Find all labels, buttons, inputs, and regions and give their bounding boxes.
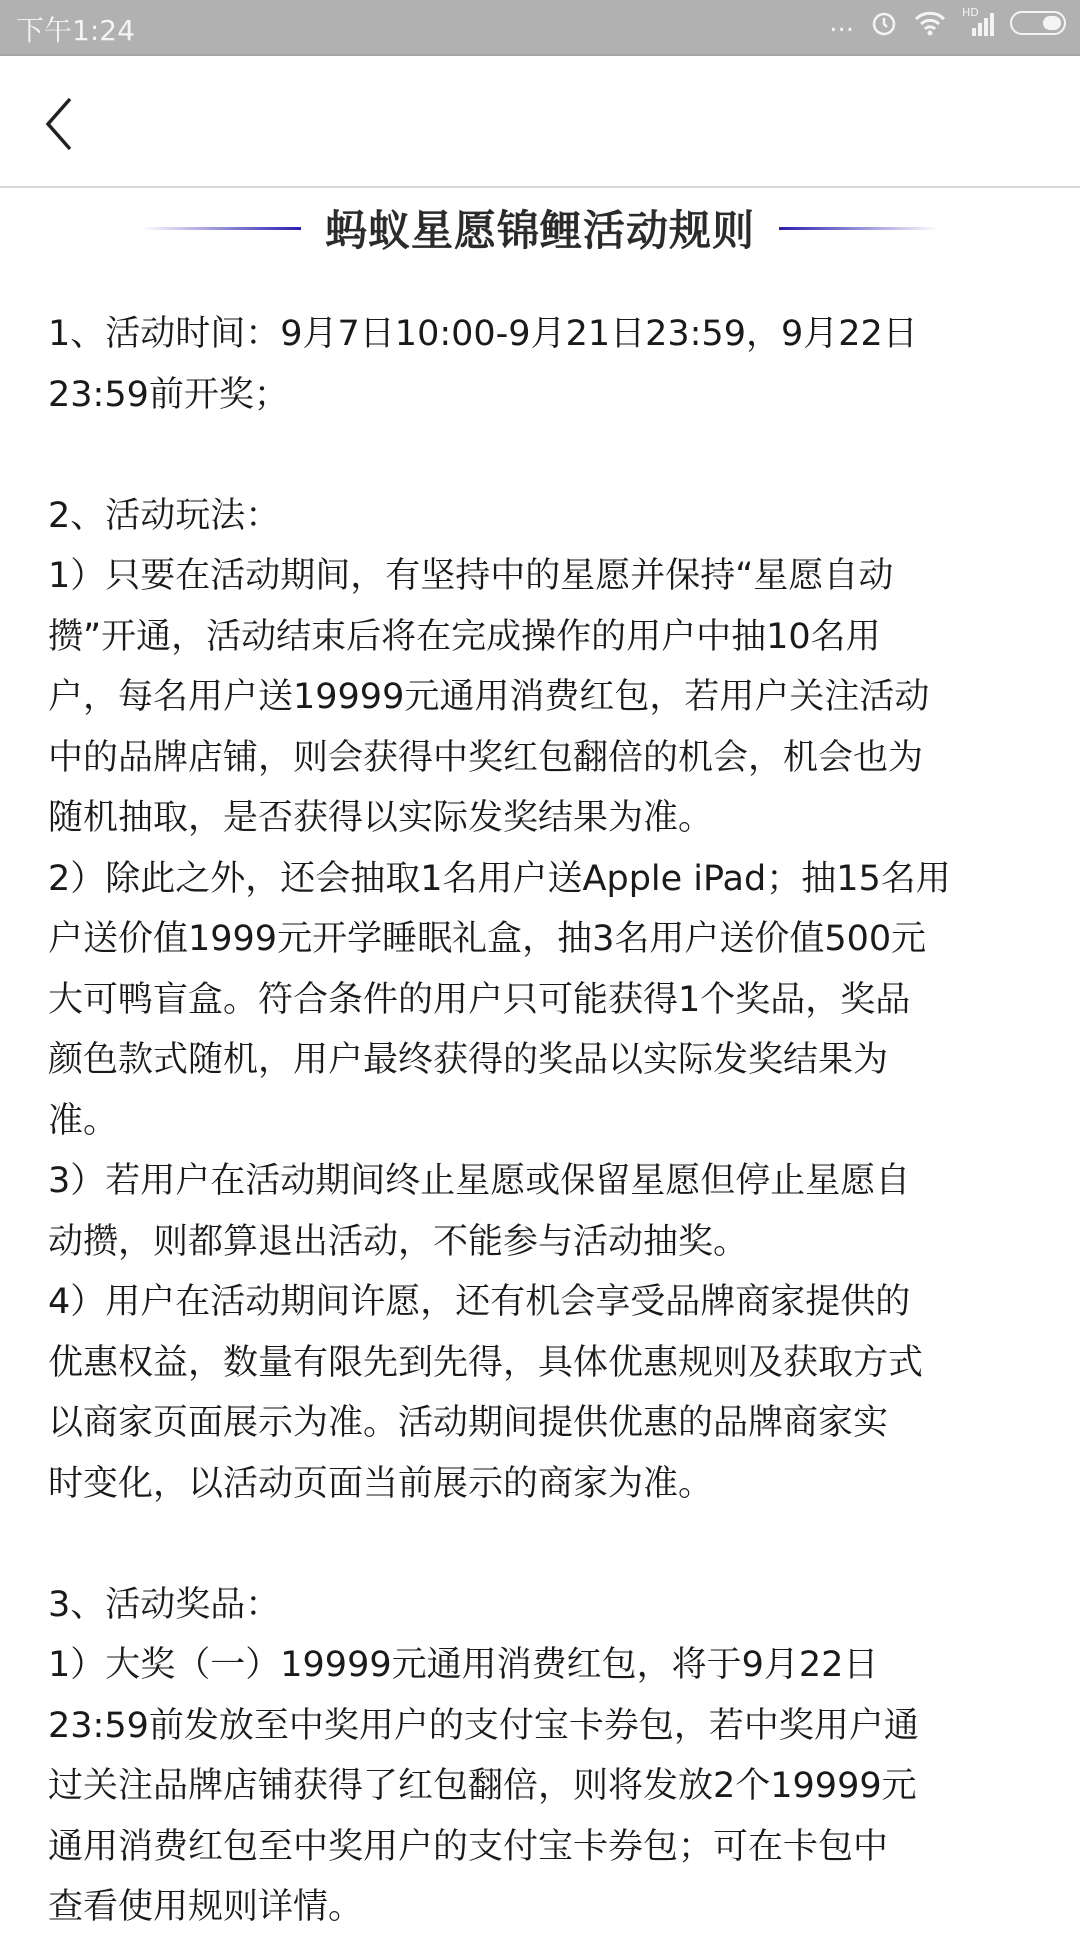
chevron-left-icon[interactable]	[40, 94, 80, 154]
rules-line: 以商家页面展示为准。活动期间提供优惠的品牌商家实	[48, 1403, 889, 1443]
rules-line: 中的品牌店铺，则会获得中奖红包翻倍的机会，机会也为	[48, 737, 924, 778]
title-divider-left	[141, 227, 301, 230]
rules-line	[48, 425, 1048, 486]
rules-line: 户送价值1999元开学睡眠礼盒，抽3名用户送价值500元	[48, 919, 927, 959]
rules-line: 优惠权益，数量有限先到先得，具体优惠规则及获取方式	[48, 1342, 924, 1383]
status-time: 下午1:24	[16, 14, 135, 47]
rules-line: 过关注品牌店铺获得了红包翻倍，则将发放2个19999元	[48, 1766, 917, 1806]
rules-line: 2、活动玩法：	[48, 495, 281, 536]
title-divider-right	[779, 227, 939, 230]
rules-line: 通用消费红包至中奖用户的支付宝卡券包；可在卡包中	[48, 1826, 889, 1867]
status-icons	[829, 8, 1066, 38]
rules-line: 2）除此之外，还会抽取1名用户送Apple iPad；抽15名用	[48, 858, 951, 899]
rules-line: 大可鸭盲盒。符合条件的用户只可能获得1个奖品，奖品	[48, 979, 911, 1020]
rules-line: 23:59前发放至中奖用户的支付宝卡券包，若中奖用户通	[48, 1705, 919, 1746]
rules-line: 1）只要在活动期间，有坚持中的星愿并保持“星愿自动	[48, 556, 894, 596]
rules-content	[48, 304, 1048, 1938]
rules-line: 1）大奖（一）19999元通用消费红包，将于9月22日	[48, 1645, 879, 1685]
rules-line: 颜色款式随机，用户最终获得的奖品以实际发奖结果为	[48, 1040, 889, 1080]
rules-line: 攒”开通，活动结束后将在完成操作的用户中抽10名用	[48, 616, 881, 657]
rules-line: 1、活动时间：9月7日10:00-9月21日23:59，9月22日	[48, 314, 918, 354]
rules-line: 3、活动奖品：	[48, 1584, 281, 1625]
rules-line: 查看使用规则详情。	[48, 1887, 364, 1927]
rules-line: 随机抽取，是否获得以实际发奖结果为准。	[48, 798, 714, 838]
rules-line: 时变化，以活动页面当前展示的商家为准。	[48, 1463, 714, 1504]
signal-hd-label: HD	[962, 6, 979, 19]
nav-bar	[0, 56, 1080, 188]
title-section	[0, 198, 1080, 258]
rules-line	[48, 1514, 1048, 1575]
rules-line: 4）用户在活动期间许愿，还有机会享受品牌商家提供的	[48, 1282, 911, 1322]
rules-line: 户，每名用户送19999元通用消费红包，若用户关注活动	[48, 677, 930, 717]
wifi-icon	[914, 10, 946, 36]
signal-icon	[962, 6, 994, 36]
status-bar	[0, 0, 1080, 56]
more-dots-icon: ...	[829, 8, 854, 38]
page-title: 蚂蚁星愿锦鲤活动规则	[324, 206, 755, 255]
rules-line: 动攒，则都算退出活动，不能参与活动抽奖。	[48, 1221, 749, 1262]
rules-line: 准。	[48, 1100, 119, 1141]
rules-line: 23:59前开奖；	[48, 374, 289, 415]
rules-line: 3）若用户在活动期间终止星愿或保留星愿但停止星愿自	[48, 1161, 911, 1201]
alarm-icon	[870, 9, 898, 37]
battery-icon	[1010, 11, 1066, 35]
